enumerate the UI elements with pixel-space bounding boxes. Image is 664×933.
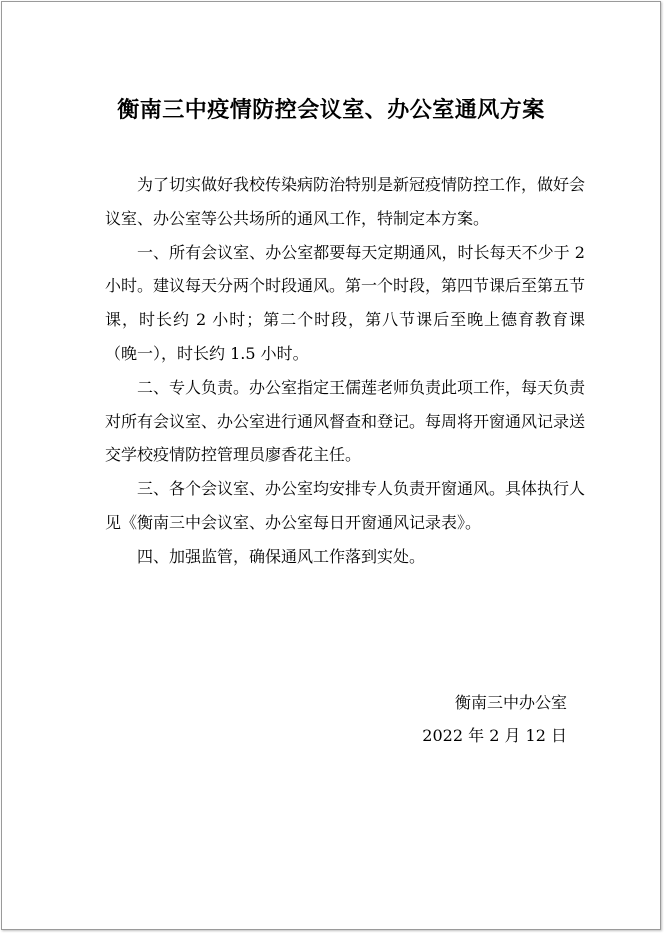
- paragraph-item-2: 二、专人负责。办公室指定王儒莲老师负责此项工作，每天负责对所有会议室、办公室进行通风督查和登记。每周将开窗通风记录送交学校疫情防控管理员廖香花主任。: [105, 377, 586, 465]
- signature-date: 2022 年 2 月 12 日: [422, 726, 567, 745]
- document-body: [105, 168, 585, 574]
- signature-block: [422, 686, 567, 752]
- paragraph-intro: 为了切实做好我校传染病防治特别是新冠疫情防控工作，做好会议室、办公室等公共场所的通风工作，特制定本方案。: [105, 175, 586, 228]
- paragraph-item-4: 四、加强监管，确保通风工作落到实处。: [137, 546, 426, 566]
- paragraph-item-3: 三、各个会议室、办公室均安排专人负责开窗通风。具体执行人见《衡南三中会议室、办公室每日开窗通风记录表》。: [105, 479, 586, 532]
- document-page: [1, 1, 661, 930]
- signature-office: 衡南三中办公室: [454, 693, 567, 712]
- paragraph-item-1: 一、所有会议室、办公室都要每天定期通风，时长每天不少于 2 小时。建议每天分两个时段通风。第一个时段，第四节课后至第五节课，时长约 2 小时；第二个时段，第八节课后至晚上德育教育课（晚一），时长约 1.5 小时。: [105, 242, 586, 363]
- document-title: 衡南三中疫情防控会议室、办公室通风方案: [117, 97, 545, 123]
